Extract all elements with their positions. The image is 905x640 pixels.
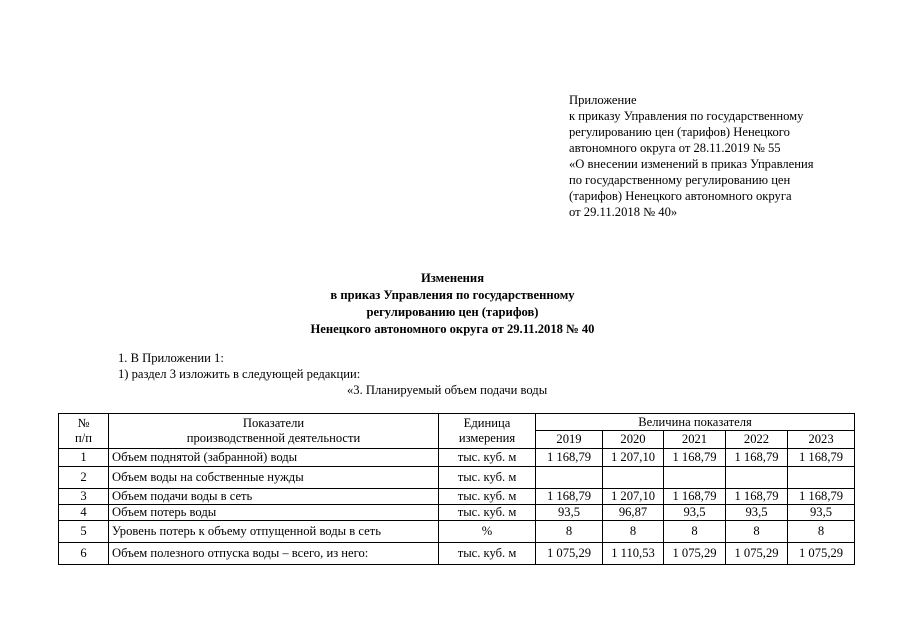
row-num: 5 bbox=[59, 521, 109, 543]
row-unit: тыс. куб. м bbox=[439, 449, 536, 467]
intro-line-1: 1. В Приложении 1: bbox=[118, 351, 224, 365]
table-row bbox=[59, 505, 855, 521]
header-year: 2021 bbox=[664, 431, 726, 449]
row-value bbox=[603, 467, 664, 489]
row-value bbox=[726, 467, 788, 489]
header-num-top: № bbox=[77, 416, 90, 430]
intro-line-2: 1) раздел 3 изложить в следующей редакции: bbox=[118, 367, 361, 381]
row-value: 93,5 bbox=[664, 505, 726, 521]
row-value: 1 207,10 bbox=[603, 449, 664, 467]
row-value: 1 168,79 bbox=[726, 449, 788, 467]
row-name: Объем потерь воды bbox=[109, 505, 439, 521]
header-value-group: Величина показателя bbox=[536, 414, 855, 431]
row-name: Объем полезного отпуска воды – всего, из него: bbox=[109, 543, 439, 565]
intro-block bbox=[118, 350, 360, 382]
header-year: 2023 bbox=[788, 431, 855, 449]
row-value: 1 207,10 bbox=[603, 489, 664, 505]
table-row bbox=[59, 467, 855, 489]
appendix-block bbox=[569, 92, 869, 220]
row-value: 8 bbox=[788, 521, 855, 543]
row-value: 93,5 bbox=[726, 505, 788, 521]
row-value: 8 bbox=[603, 521, 664, 543]
row-num: 4 bbox=[59, 505, 109, 521]
row-value: 1 168,79 bbox=[788, 489, 855, 505]
row-value: 1 168,79 bbox=[664, 449, 726, 467]
header-year: 2020 bbox=[603, 431, 664, 449]
row-value: 1 168,79 bbox=[664, 489, 726, 505]
row-num: 3 bbox=[59, 489, 109, 505]
appendix-line: «О внесении изменений в приказ Управления bbox=[569, 157, 814, 171]
row-num: 1 bbox=[59, 449, 109, 467]
row-value: 8 bbox=[536, 521, 603, 543]
row-unit: тыс. куб. м bbox=[439, 543, 536, 565]
header-num bbox=[59, 414, 109, 449]
appendix-line: автономного округа от 28.11.2019 № 55 bbox=[569, 141, 781, 155]
header-unit-bottom: измерения bbox=[458, 431, 516, 445]
row-value: 8 bbox=[726, 521, 788, 543]
row-unit: тыс. куб. м bbox=[439, 489, 536, 505]
row-value: 1 110,53 bbox=[603, 543, 664, 565]
header-year: 2022 bbox=[726, 431, 788, 449]
heading-line: регулированию цен (тарифов) bbox=[366, 305, 539, 319]
row-num: 6 bbox=[59, 543, 109, 565]
appendix-line: к приказу Управления по государственному bbox=[569, 109, 804, 123]
heading-line: Изменения bbox=[420, 271, 485, 285]
row-num: 2 bbox=[59, 467, 109, 489]
row-value: 1 075,29 bbox=[726, 543, 788, 565]
table-row bbox=[59, 521, 855, 543]
header-year: 2019 bbox=[536, 431, 603, 449]
heading-line: Ненецкого автономного округа от 29.11.2018 № 40 bbox=[310, 322, 595, 336]
header-unit bbox=[439, 414, 536, 449]
row-name: Объем поднятой (забранной) воды bbox=[109, 449, 439, 467]
header-indicator-bottom: производственной деятельности bbox=[186, 431, 361, 445]
appendix-line: (тарифов) Ненецкого автономного округа bbox=[569, 189, 792, 203]
row-value: 93,5 bbox=[536, 505, 603, 521]
table-row bbox=[59, 449, 855, 467]
heading-line: в приказ Управления по государственному bbox=[330, 288, 575, 302]
row-unit: тыс. куб. м bbox=[439, 467, 536, 489]
row-value bbox=[788, 467, 855, 489]
row-value: 1 075,29 bbox=[536, 543, 603, 565]
row-value bbox=[664, 467, 726, 489]
indicators-table bbox=[58, 413, 855, 565]
appendix-line: регулированию цен (тарифов) Ненецкого bbox=[569, 125, 790, 139]
header-num-bottom: п/п bbox=[75, 431, 92, 445]
table-row bbox=[59, 543, 855, 565]
row-value: 93,5 bbox=[788, 505, 855, 521]
row-name: Уровень потерь к объему отпущенной воды в сеть bbox=[109, 521, 439, 543]
row-value: 1 075,29 bbox=[664, 543, 726, 565]
row-value: 1 075,29 bbox=[788, 543, 855, 565]
appendix-line: Приложение bbox=[569, 93, 637, 107]
appendix-line: от 29.11.2018 № 40» bbox=[569, 205, 678, 219]
row-name: Объем воды на собственные нужды bbox=[109, 467, 439, 489]
row-value: 1 168,79 bbox=[726, 489, 788, 505]
row-value: 1 168,79 bbox=[536, 489, 603, 505]
section-title: «3. Планируемый объем подачи воды bbox=[347, 383, 548, 397]
row-value bbox=[536, 467, 603, 489]
row-value: 8 bbox=[664, 521, 726, 543]
header-unit-top: Единица bbox=[463, 416, 511, 430]
table-row bbox=[59, 489, 855, 505]
header-indicator bbox=[109, 414, 439, 449]
row-name: Объем подачи воды в сеть bbox=[109, 489, 439, 505]
header-indicator-top: Показатели bbox=[242, 416, 305, 430]
row-value: 1 168,79 bbox=[536, 449, 603, 467]
row-unit: % bbox=[439, 521, 536, 543]
appendix-line: по государственному регулированию цен bbox=[569, 173, 791, 187]
row-value: 1 168,79 bbox=[788, 449, 855, 467]
document-heading bbox=[0, 270, 905, 338]
row-unit: тыс. куб. м bbox=[439, 505, 536, 521]
row-value: 96,87 bbox=[603, 505, 664, 521]
